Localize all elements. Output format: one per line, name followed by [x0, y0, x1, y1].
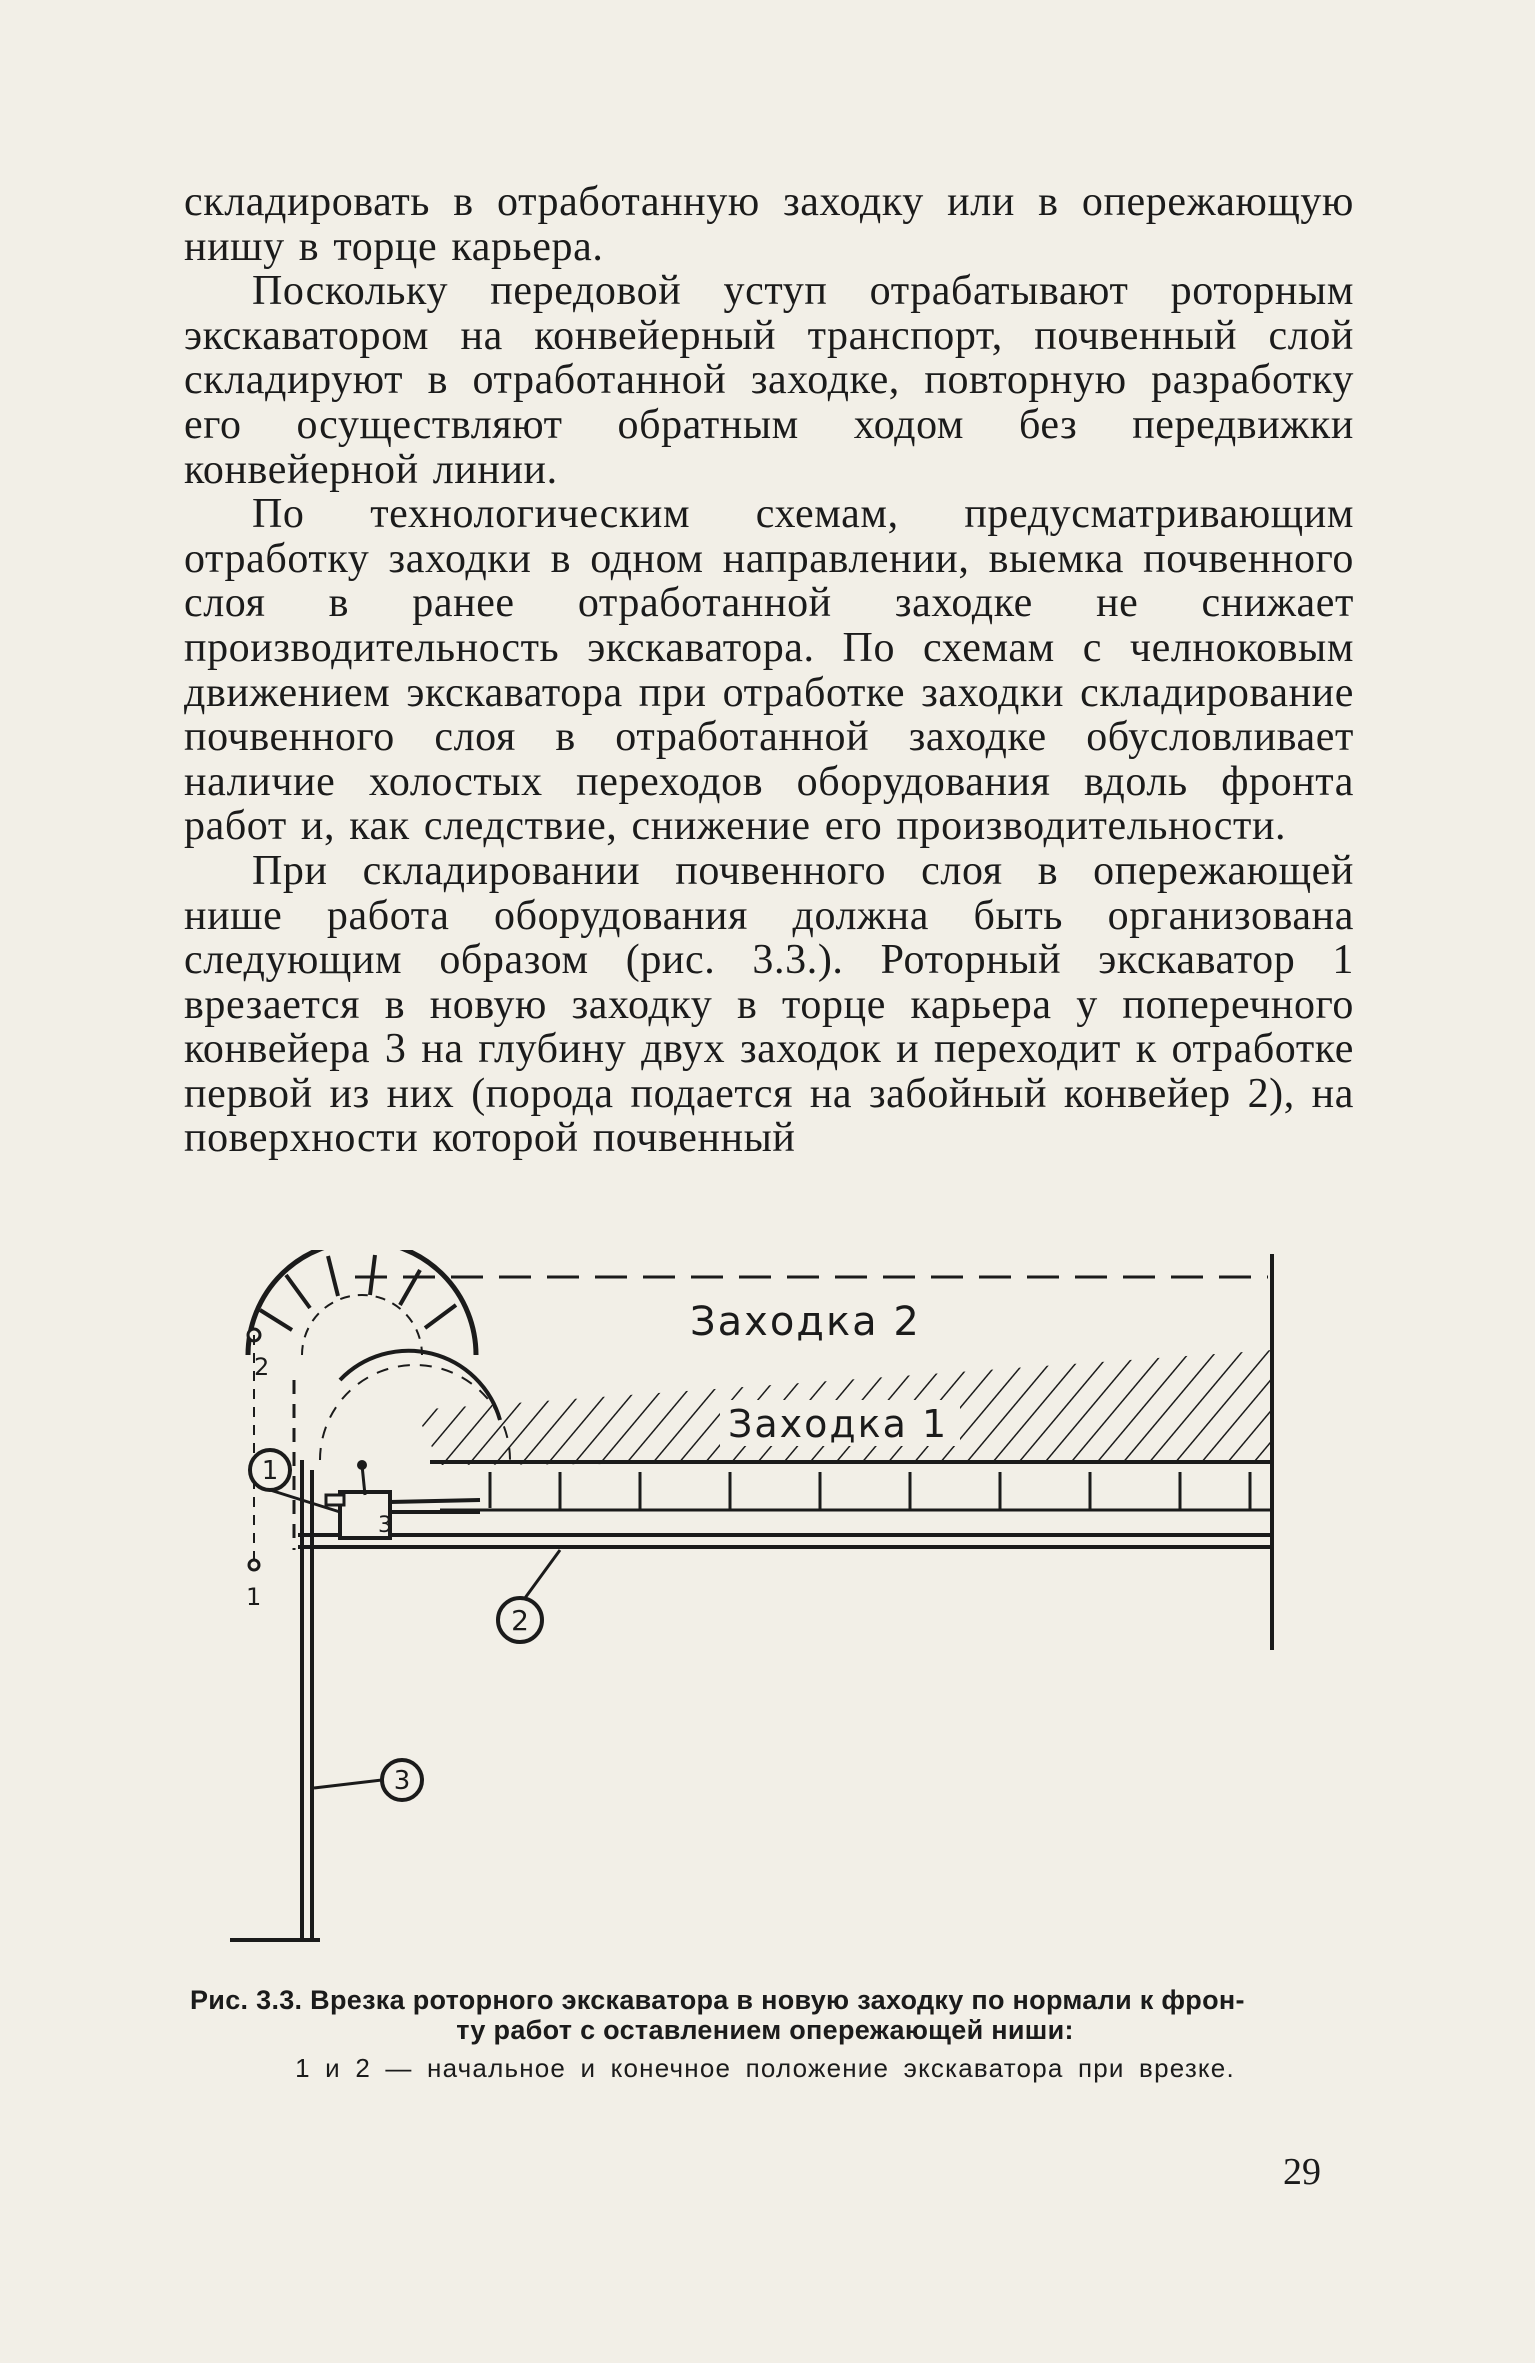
label-zahodka-2: Заходка 2: [690, 1299, 921, 1345]
figure-caption: [190, 1985, 1340, 2091]
caption-line-2: ту работ с оставлением опережающей ниши:: [456, 2015, 1074, 2045]
paragraph-2: Поскольку передовой уступ отрабатывают роторным экскаватором на конвейерный транспорт, почвенный слой складируют в отработанной заходке, повторную разработку его осуществляют обратным ходом без передвижки конвейерной линии.: [184, 268, 1354, 493]
position-2-label: 2: [254, 1353, 270, 1381]
paragraph-1: складировать в отработанную заходку или в опережающую нишу в торце карьера.: [184, 179, 1354, 270]
callout-3: 3: [393, 1766, 411, 1796]
caption-line-3: 1 и 2 — начальное и конечное положение экскаватора при врезке.: [295, 2053, 1235, 2083]
figure-diagram: [230, 1250, 1280, 1950]
label-zahodka-1: Заходка 1: [728, 1402, 949, 1446]
callout-2: 2: [511, 1604, 529, 1637]
callout-1: 1: [261, 1456, 279, 1486]
caption-line-1: Рис. 3.3. Врезка роторного экскаватора в новую заходку по нормали к фрон-: [190, 1985, 1245, 2015]
paragraph-3: По технологическим схемам, предусматривающим отработку заходки в одном направлении, выемка почвенного слоя в ранее отработанной заходке не снижает производительность экскаватора. По схемам с челноковым движением экскаватора при отработке заходки складирование почвенного слоя в отработанной заходке обусловливает наличие холостых переходов оборудования вдоль фронта работ и, как следствие, снижение его производительности.: [184, 491, 1354, 850]
face-comb: [440, 1472, 1272, 1510]
page-number: 29: [1283, 2151, 1321, 2193]
excavator-box-label: 3: [378, 1513, 392, 1538]
rotor-arc-large: [248, 1250, 476, 1355]
position-1-label: 1: [246, 1583, 262, 1611]
paragraph-4: При складировании почвенного слоя в опережающей нише работа оборудования должна быть организована следующим образом (рис. 3.3.). Роторный экскаватор 1 врезается в новую заходку в торце карьера у поперечного конвейера 3 на глубину двух заходок и переходит к отработке первой из них (порода подается на забойный конвейер 2), на поверхности которой почвенный: [184, 847, 1354, 1162]
body-text: [184, 180, 1354, 1161]
rotor-arc-inner: [302, 1295, 422, 1355]
figure-3-3: [230, 1250, 1280, 1950]
